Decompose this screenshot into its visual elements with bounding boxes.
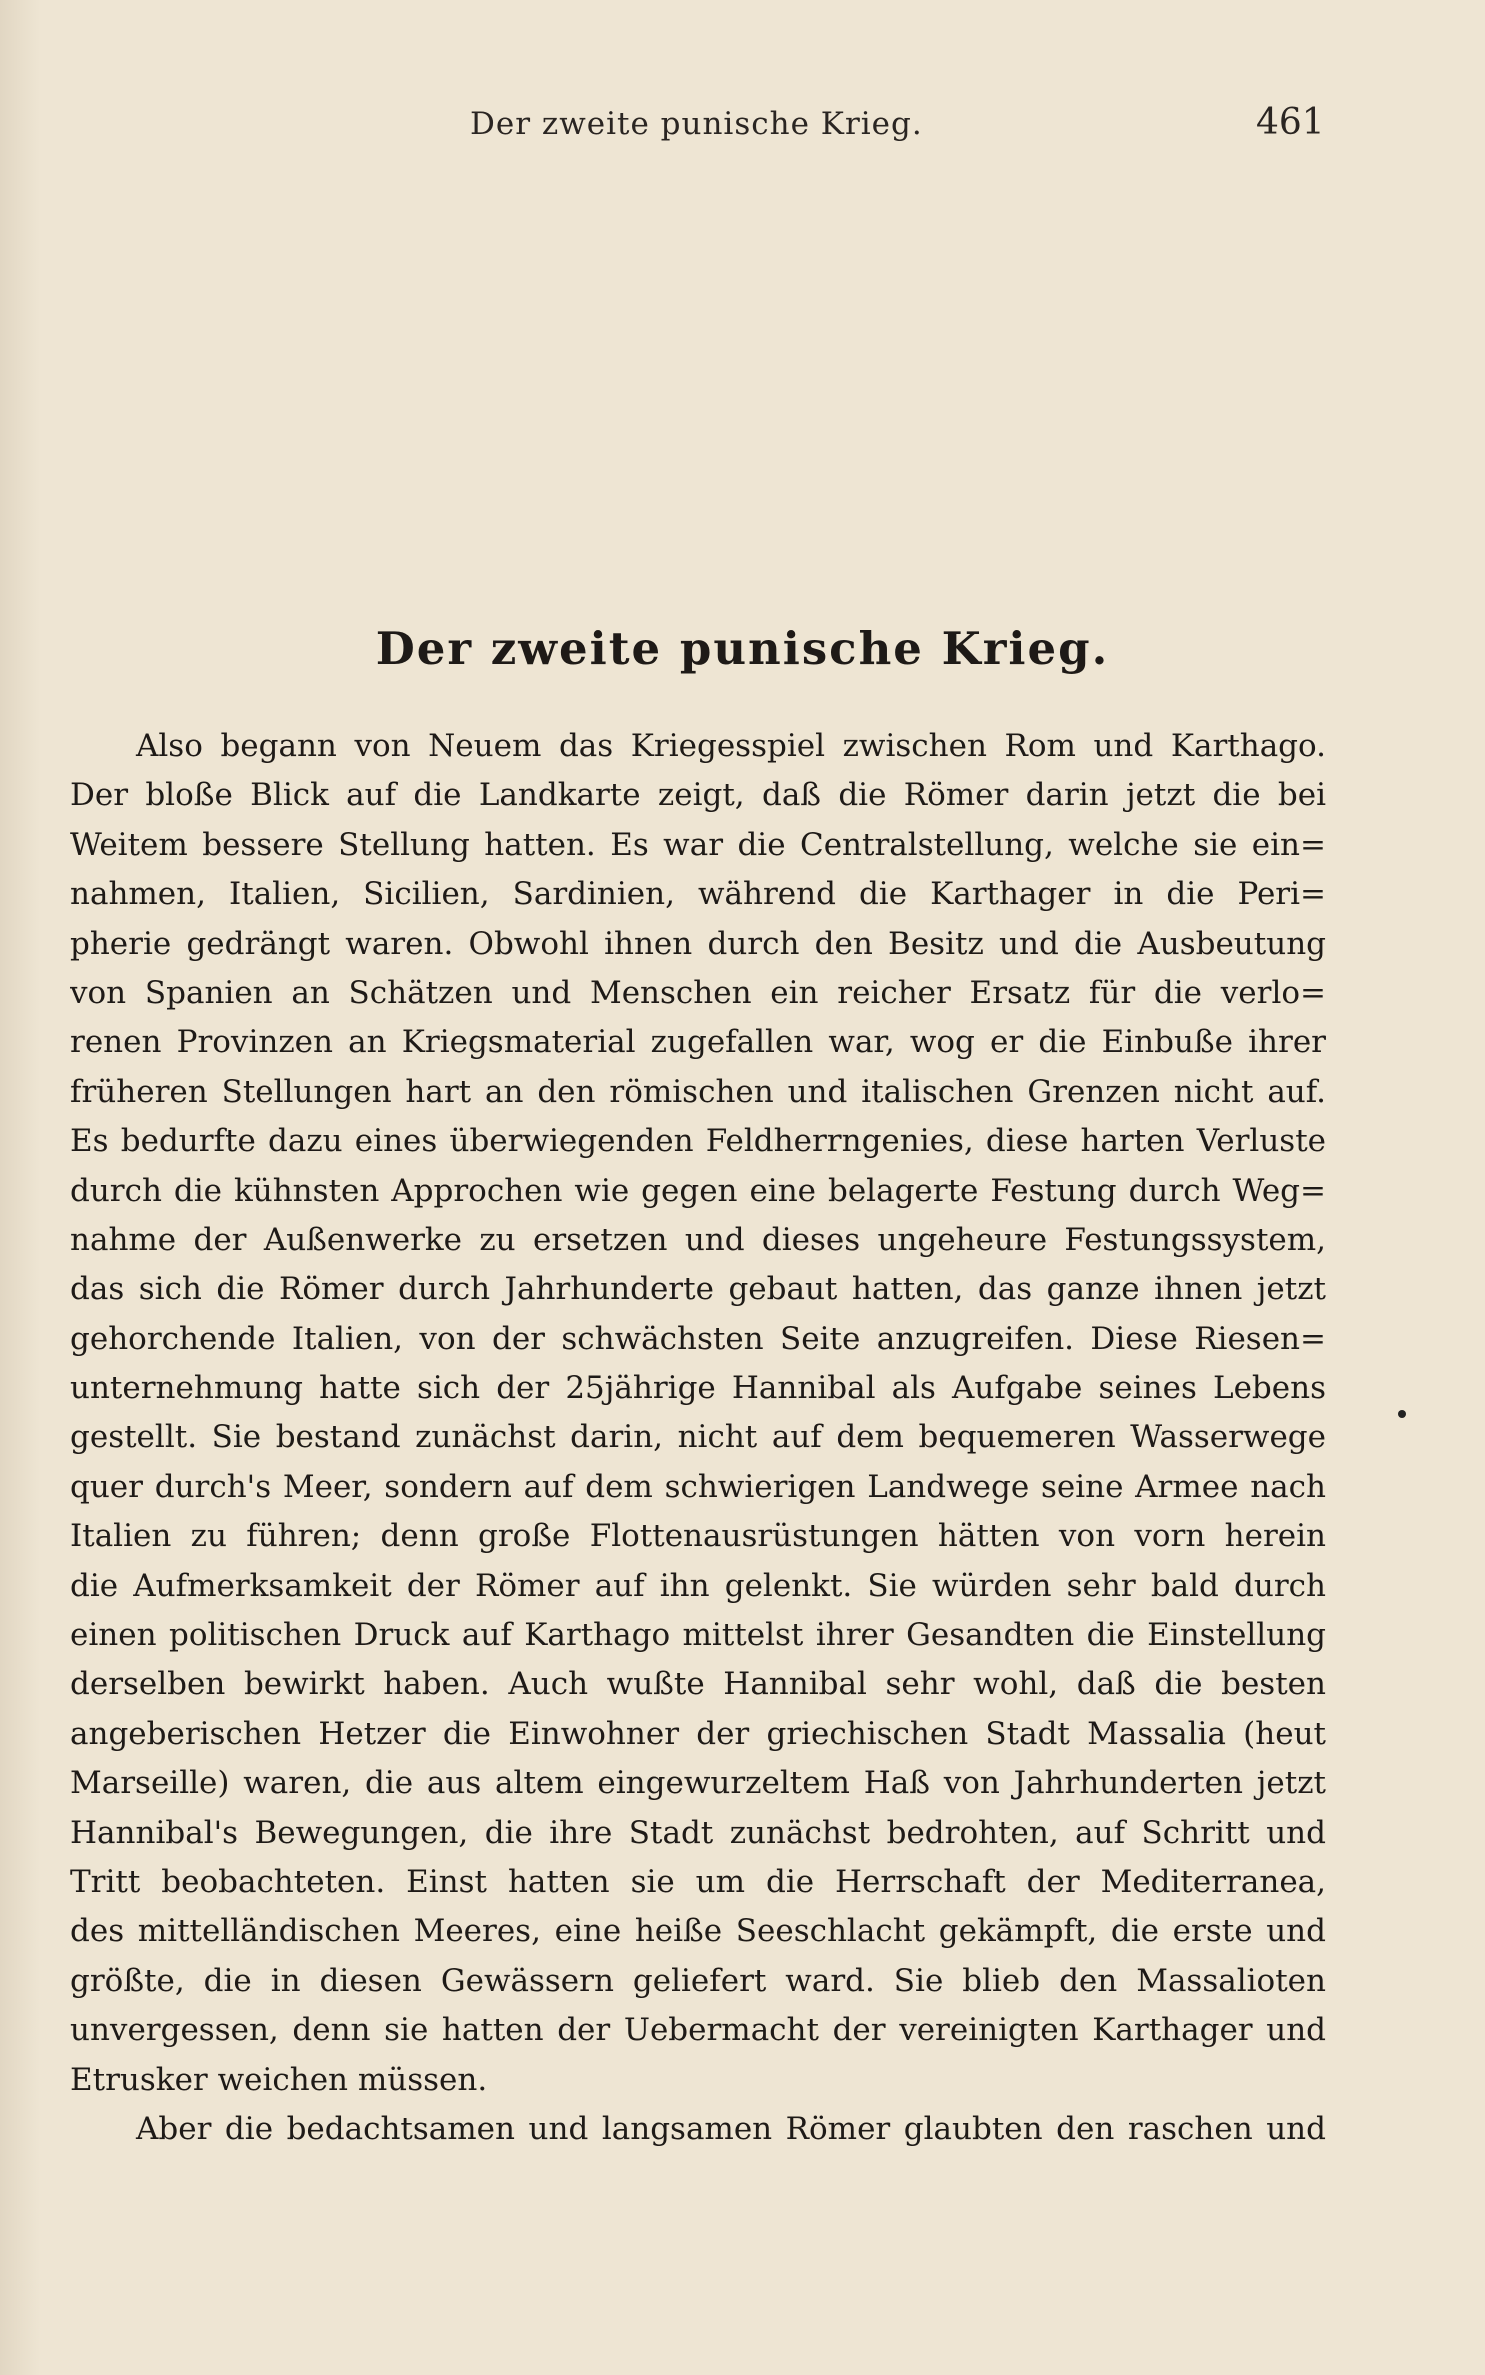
text-line: die Aufmerksamkeit der Römer auf ihn gelenkt. Sie würden sehr bald durch [70,1567,1326,1604]
chapter-title: Der zweite punische Krieg. [375,622,1110,675]
text-line: nahmen, Italien, Sicilien, Sardinien, während die Karthager in die Peri= [70,876,1326,913]
text-line: derselben bewirkt haben. Auch wußte Hannibal sehr wohl, daß die besten [70,1666,1326,1703]
text-line: Tritt beobachteten. Einst hatten sie um die Herrschaft der Mediterranea, [70,1863,1326,1900]
text-line: des mittelländischen Meeres, eine heiße Seeschlacht gekämpft, die erste und [70,1913,1326,1950]
text-line: gehorchende Italien, von der schwächsten Seite anzugreifen. Diese Riesen= [70,1320,1326,1357]
text-line: größte, die in diesen Gewässern geliefert ward. Sie blieb den Massalioten [70,1962,1326,1999]
page-number: 461 [1256,102,1325,143]
page-header [0,96,1485,156]
text-line: Aber die bedachtsamen und langsamen Römer glaubten den raschen und [136,2110,1326,2147]
text-line: früheren Stellungen hart an den römischen und italischen Grenzen nicht auf. [70,1073,1326,1110]
text-line: renen Provinzen an Kriegsmaterial zugefallen war, wog er die Einbuße ihrer [70,1024,1326,1061]
text-line: das sich die Römer durch Jahrhunderte gebaut hatten, das ganze ihnen jetzt [70,1271,1326,1308]
text-line: pherie gedrängt waren. Obwohl ihnen durch den Besitz und die Ausbeutung [70,925,1326,962]
text-line: unvergessen, denn sie hatten der Uebermacht der vereinigten Karthager und [70,2012,1326,2049]
text-line: Weitem bessere Stellung hatten. Es war die Centralstellung, welche sie ein= [70,826,1326,863]
text-line: Etrusker weichen müssen. [70,2061,488,2098]
text-line: Italien zu führen; denn große Flottenausrüstungen hätten von vorn herein [70,1518,1326,1555]
text-line: Es bedurfte dazu eines überwiegenden Feldherrngenies, diese harten Verluste [70,1123,1326,1160]
text-line: einen politischen Druck auf Karthago mittelst ihrer Gesandten die Einstellung [70,1617,1326,1654]
text-line: nahme der Außenwerke zu ersetzen und dieses ungeheure Festungssystem, [70,1221,1326,1258]
text-line: angeberischen Hetzer die Einwohner der griechischen Stadt Massalia (heut [70,1715,1326,1752]
text-line: unternehmung hatte sich der 25jährige Hannibal als Aufgabe seines Lebens [70,1370,1326,1407]
text-line: Also begann von Neuem das Kriegesspiel zwischen Rom und Karthago. [136,728,1326,764]
text-line: gestellt. Sie bestand zunächst darin, nicht auf dem bequemeren Wasserwege [70,1419,1326,1456]
text-line: durch die kühnsten Approchen wie gegen eine belagerte Festung durch Weg= [70,1172,1326,1209]
text-line: Hannibal's Bewegungen, die ihre Stadt zunächst bedrohten, auf Schritt und [70,1814,1326,1851]
text-line: von Spanien an Schätzen und Menschen ein reicher Ersatz für die verlo= [70,974,1326,1011]
binding-shadow [0,0,40,2375]
text-line: quer durch's Meer, sondern auf dem schwierigen Landwege seine Armee nach [70,1468,1326,1505]
body-text [70,722,1326,2154]
running-title: Der zweite punische Krieg. [470,106,923,142]
margin-mark [1398,1410,1406,1418]
text-line: Marseille) waren, die aus altem eingewurzeltem Haß von Jahrhunderten jetzt [70,1765,1326,1802]
text-line: Der bloße Blick auf die Landkarte zeigt, daß die Römer darin jetzt die bei [70,777,1326,814]
